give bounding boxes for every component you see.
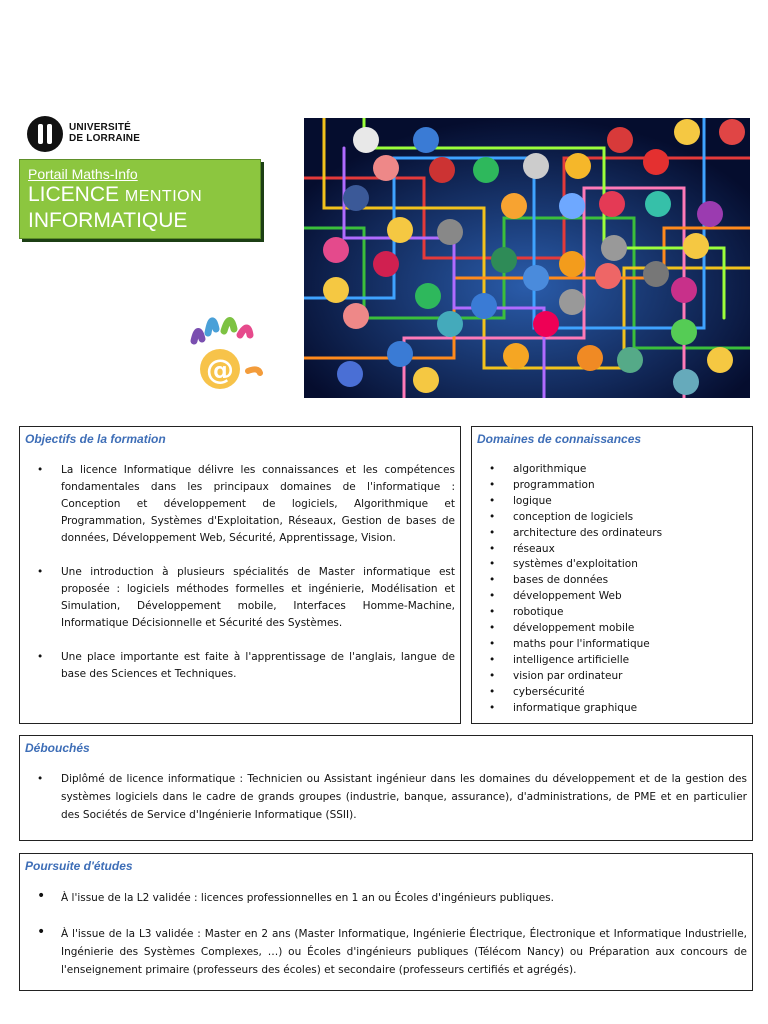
domaine-item: • cybersécurité [513,685,743,701]
poursuite-item: • À l'issue de la L3 validée : Master en 2 ans (Master Informatique, Ingénierie Électrique, Électronique et Informatique Industrielle, Ingénierie des Systèmes Complexes, …) ou Écoles d'ingénieurs publiques (Télécom Nancy) ou Préparation aux concours de l'enseignement primaire (professeurs des écoles) et secondaire (professeurs certifiés et agrégés). [61,925,747,979]
domaines-list [513,462,743,717]
svg-text:@: @ [206,353,234,386]
domaine-item: • programmation [513,478,743,494]
debouches-item: • Diplômé de licence informatique : Technicien ou Assistant ingénieur dans les domaines du développement et de la gestion des systèmes logiciels dans le cadre de grands groupes (industrie, banque, assurance), d'administrations, de PME et en particulier des Sociétés de Service d'Ingénierie Informatique (SSII). [61,770,747,824]
objectifs-item: • Une place importante est faite à l'apprentissage de l'anglais, langue de base des Sciences et Techniques. [61,649,455,683]
objectifs-heading: Objectifs de la formation [25,432,166,446]
logo-line1: UNIVERSITÉ [69,122,132,133]
domaines-heading: Domaines de connaissances [477,432,642,446]
domaine-item: • informatique graphique [513,701,743,717]
domaine-item: • algorithmique [513,462,743,478]
mention-word: MENTION [124,188,203,205]
licence-title [28,182,252,209]
poursuite-list [61,889,747,979]
objectifs-list [61,462,455,683]
licence-word: LICENCE [28,183,120,206]
informatique-word: INFORMATIQUE [28,209,188,232]
debouches-heading: Débouchés [25,741,90,755]
domaine-item: • robotique [513,605,743,621]
domaine-item: • logique [513,494,743,510]
network-svg [304,118,750,398]
domaine-item: • architecture des ordinateurs [513,526,743,542]
title-box [19,159,261,239]
domaines-box [471,426,753,724]
domaine-item: • réseaux [513,542,743,558]
domaine-item: • maths pour l'informatique [513,637,743,653]
domaine-item: • bases de données [513,573,743,589]
domaine-item: • développement Web [513,589,743,605]
network-illustration [304,118,750,398]
domaine-item: • conception de logiciels [513,510,743,526]
objectifs-item: • La licence Informatique délivre les connaissances et les compétences fondamentales dans les principaux domaines de l'informatique : Conception et développement de logiciels, Algorithmique et Programmation, Systèmes d'Exploitation, Réseaux, Gestion de bases de données, Développement Web, Sécurité, Apprentissage, Vision. [61,462,455,547]
domaine-item: • systèmes d'exploitation [513,557,743,573]
debouches-box [19,735,753,841]
logo-mark-icon [27,116,63,152]
poursuite-heading: Poursuite d'études [25,859,133,873]
poursuite-box [19,853,753,991]
logo-text [69,122,140,144]
objectifs-box [19,426,461,724]
university-logo [27,116,147,152]
hand-at-logo [186,311,264,393]
domaine-item: • développement mobile [513,621,743,637]
domaine-item: • intelligence artificielle [513,653,743,669]
debouches-list [61,770,747,824]
logo-line2: DE LORRAINE [69,133,141,144]
domaine-item: • vision par ordinateur [513,669,743,685]
objectifs-item: • Une introduction à plusieurs spécialités de Master informatique est proposée : logiciels méthodes formelles et ingénierie, Modélisation et Simulation, Développement mobile, Interfaces Homme-Machine, Informatique Décisionnelle et Sécurité des Systèmes. [61,564,455,632]
poursuite-item: • À l'issue de la L2 validée : licences professionnelles en 1 an ou Écoles d'ingénieurs publiques. [61,889,747,907]
portal-link[interactable]: Portail Maths-Info [28,166,138,182]
